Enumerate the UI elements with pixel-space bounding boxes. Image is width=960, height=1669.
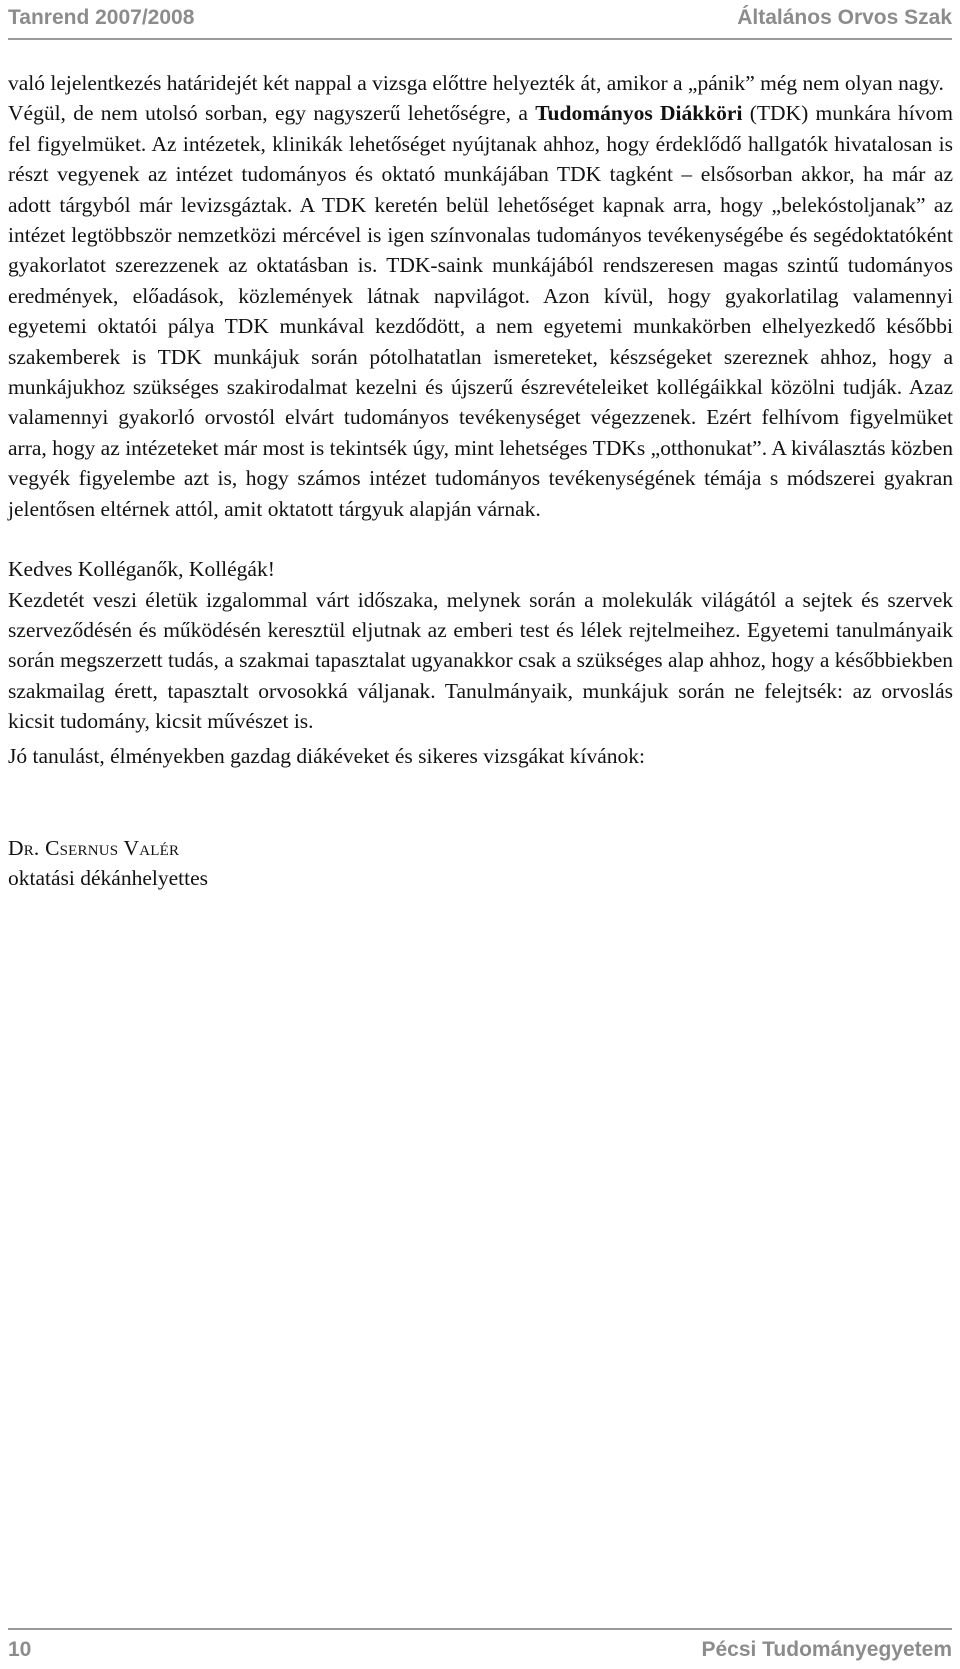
page-header [8, 2, 952, 40]
page-number: 10 [8, 1638, 32, 1661]
header-right-text: Általános Orvos Szak [737, 6, 952, 29]
paragraph-exam-registration: való lejelentkezés határidejét két nappal a vizsga előttre helyezték át, amikor a „pánik” még nem olyan nagy. [8, 71, 944, 95]
paragraph-studies: Kezdetét veszi életük izgalommal várt időszaka, melynek során a molekulák világától a sejtek és szervek szerveződésén és működésén keresztül eljutnak az emberi test és lélek rejtelmeihez. Egyetemi tanulmányaik során megszerzett tudás, a szakmai tapasztalat ugyanakkor csak a szükséges alap ahhoz, hogy a későbbiekben szakmailag érett, tapasztalt orvosokká váljanak. Tanulmányaik, munkájuk során ne felejtsék: az orvoslás kicsit tudomány, kicsit művészet is. [8, 587, 953, 734]
paragraph-tdk [8, 98, 953, 524]
page-content [8, 68, 953, 894]
signature-name: Dr. Csernus Valér [8, 835, 180, 860]
paragraph-closing-wish: Jó tanulást, élményekben gazdag diákéveket és sikeres vizsgákat kívánok: [8, 743, 646, 768]
signature-title: oktatási dékánhelyettes [8, 866, 208, 891]
footer-university-name: Pécsi Tudományegyetem [701, 1638, 952, 1661]
header-left-text: Tanrend 2007/2008 [8, 6, 195, 29]
page-footer [8, 1628, 952, 1666]
paragraph-spacer [8, 524, 953, 554]
paragraph-tdk-body: (TDK) munkára hívom fel figyelmüket. Az intézetek, klinikák lehetőséget nyújtanak ahhoz, hogy érdeklődő hallgatók hivatalosan is részt vegyenek az intézet tudományos és oktató munkájában TDK tagként – elsősorban akkor, ha már az adott tárgyból már levizsgáztak. A TDK keretén belül lehetőséget kapnak arra, hogy „belekóstoljanak” az intézet legtöbbször nemzetközi mércével is igen színvonalas tudományos tevékenységébe és segédoktatóként gyakorlatot szerezzenek az oktatásban is. TDK-saink munkájából rendszeresen magas szintű tudományos eredmények, előadások, közlemények látnak napvilágot. Azon kívül, hogy gyakorlatilag valamennyi egyetemi oktatói pálya TDK munkával kezdődött, a nem egyetemi munkakörben elhelyezkedő későbbi szakemberek is TDK munkájuk során pótolhatatlan ismereteket, készségeket szereznek ahhoz, hogy a munkájukhoz szükséges szakirodalmat kezelni és újszerű észrevételeiket kollégáikkal közölni tudják. Azaz valamennyi gyakorló orvostól elvárt tudományos tevékenységet végezzenek. Ezért felhívom figyelmüket arra, hogy az intézeteket már most is tekintsék úgy, mint lehetséges TDKs „otthonukat”. A kiválasztás közben vegyék figyelembe azt is, hogy számos intézet tudományos tevékenységének témája s módszerei gyakran jelentősen eltérnek attól, amit oktatott tárgyuk alapján várnak. [8, 101, 954, 521]
paragraph-tdk-intro: Végül, de nem utolsó sorban, egy nagyszerű lehetőségre, a [8, 101, 536, 126]
tdk-bold-term: Tudományos Diákköri [535, 101, 743, 126]
signature-spacer [8, 771, 953, 833]
greeting: Kedves Kolléganők, Kollégák! [8, 557, 275, 582]
